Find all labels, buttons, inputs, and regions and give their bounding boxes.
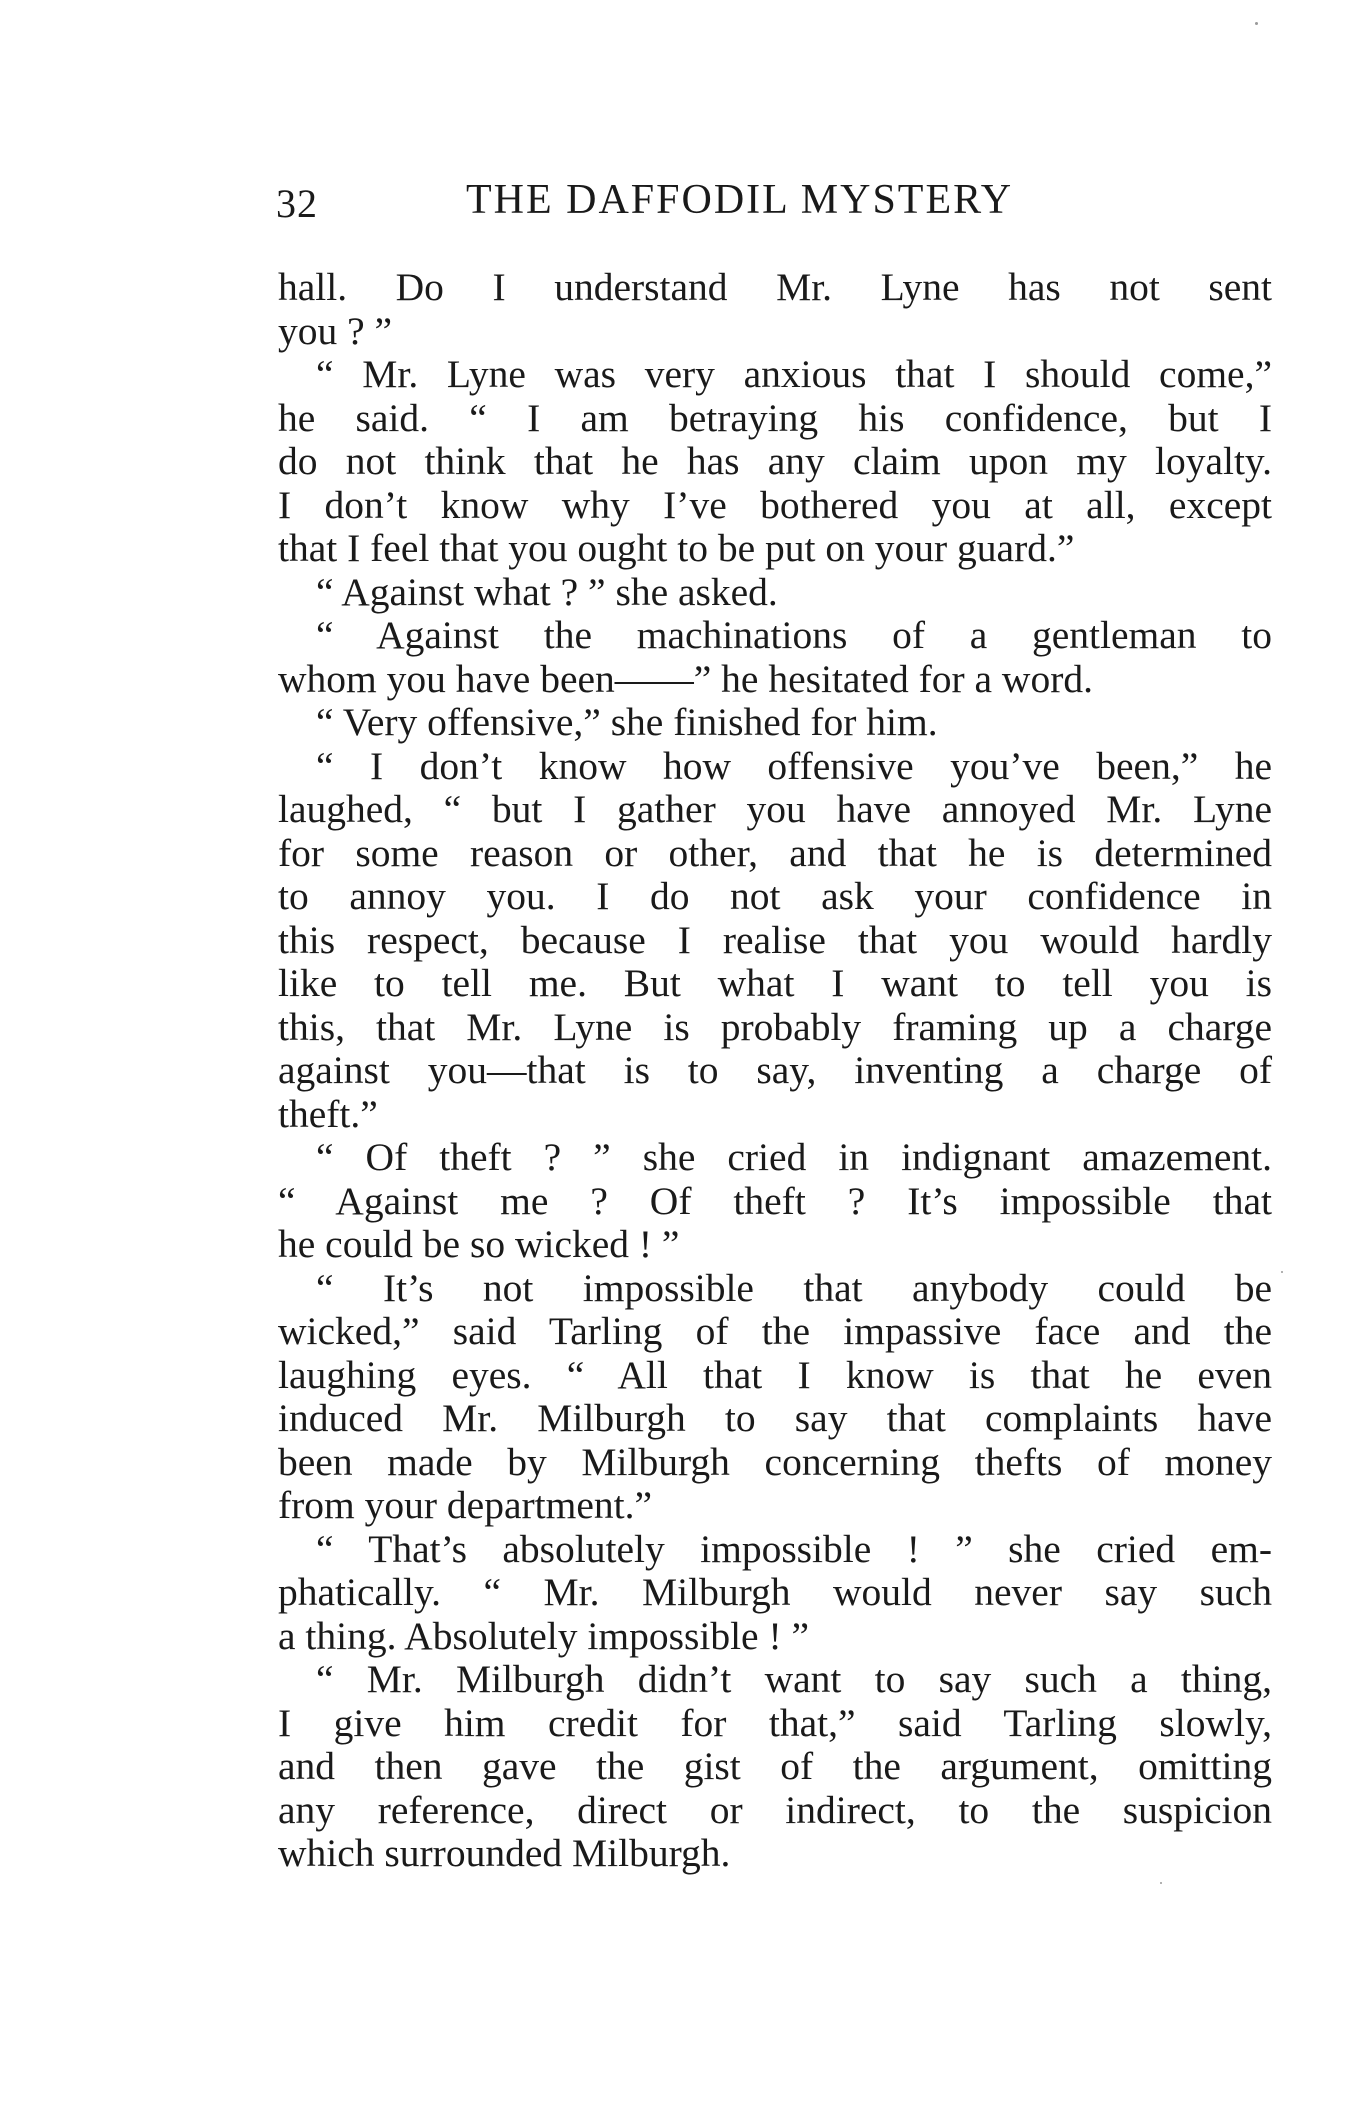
paper-speck	[1160, 1882, 1162, 1884]
text-line: been made by Milburgh concerning thefts of money	[278, 1439, 1272, 1484]
text-line: “ Of theft ? ” she cried in indignant amazement.	[316, 1135, 1272, 1179]
text-line: for some reason or other, and that he is determined	[278, 830, 1272, 875]
body-text	[278, 266, 1272, 1876]
text-line: “ Very offensive,” she finished for him.	[316, 700, 938, 744]
text-line: do not think that he has any claim upon my loyalty.	[278, 439, 1272, 483]
text-line: he said. “ I am betraying his confidence, but I	[278, 395, 1272, 440]
text-line: you ? ”	[278, 308, 393, 353]
text-line: and then gave the gist of the argument, omitting	[278, 1744, 1272, 1788]
text-line: against you—that is to say, inventing a charge of	[278, 1048, 1272, 1092]
text-line: “ Mr. Milburgh didn’t want to say such a thing,	[316, 1657, 1272, 1701]
paper-speck	[1255, 22, 1258, 25]
text-line: whom you have been——” he hesitated for a word.	[278, 656, 1093, 701]
text-line: I don’t know why I’ve bothered you at all, except	[278, 482, 1272, 527]
text-line: to annoy you. I do not ask your confidence in	[278, 874, 1272, 918]
paper-speck	[1281, 1271, 1283, 1273]
text-line: from your department.”	[278, 1483, 653, 1527]
text-line: theft.”	[278, 1091, 378, 1136]
page-header	[270, 176, 1280, 236]
text-line: “ Against the machinations of a gentleman to	[316, 613, 1272, 657]
text-line: “ Against me ? Of theft ? It’s impossible that	[278, 1178, 1272, 1223]
text-line: wicked,” said Tarling of the impassive face and the	[278, 1309, 1272, 1353]
text-line: “ It’s not impossible that anybody could be	[316, 1265, 1272, 1310]
text-line: I give him credit for that,” said Tarling slowly,	[278, 1700, 1272, 1745]
text-line: laughed, “ but I gather you have annoyed Mr. Lyne	[278, 787, 1272, 831]
text-line: he could be so wicked ! ”	[278, 1222, 680, 1266]
text-line: “ That’s absolutely impossible ! ” she cried em-	[316, 1526, 1272, 1571]
text-line: “ Mr. Lyne was very anxious that I should come,”	[316, 352, 1272, 396]
text-line: that I feel that you ought to be put on your guard.”	[278, 526, 1075, 570]
running-title: THE DAFFODIL MYSTERY	[466, 177, 1014, 223]
page-number: 32	[276, 181, 318, 226]
text-line: “ Against what ? ” she asked.	[316, 569, 778, 614]
text-line: any reference, direct or indirect, to the suspicion	[278, 1787, 1272, 1832]
text-line: “ I don’t know how offensive you’ve been,” he	[316, 743, 1272, 788]
text-line: this, that Mr. Lyne is probably framing up a charge	[278, 1004, 1272, 1049]
text-line: a thing. Absolutely impossible ! ”	[278, 1613, 810, 1658]
text-line: like to tell me. But what I want to tell you is	[278, 961, 1272, 1005]
text-line: induced Mr. Milburgh to say that complaints have	[278, 1396, 1272, 1440]
text-line: which surrounded Milburgh.	[278, 1831, 731, 1875]
text-line: phatically. “ Mr. Milburgh would never say such	[278, 1570, 1272, 1614]
text-line: laughing eyes. “ All that I know is that he even	[278, 1352, 1272, 1397]
text-line: this respect, because I realise that you would hardly	[278, 917, 1272, 962]
text-line: hall. Do I understand Mr. Lyne has not sent	[278, 265, 1272, 309]
